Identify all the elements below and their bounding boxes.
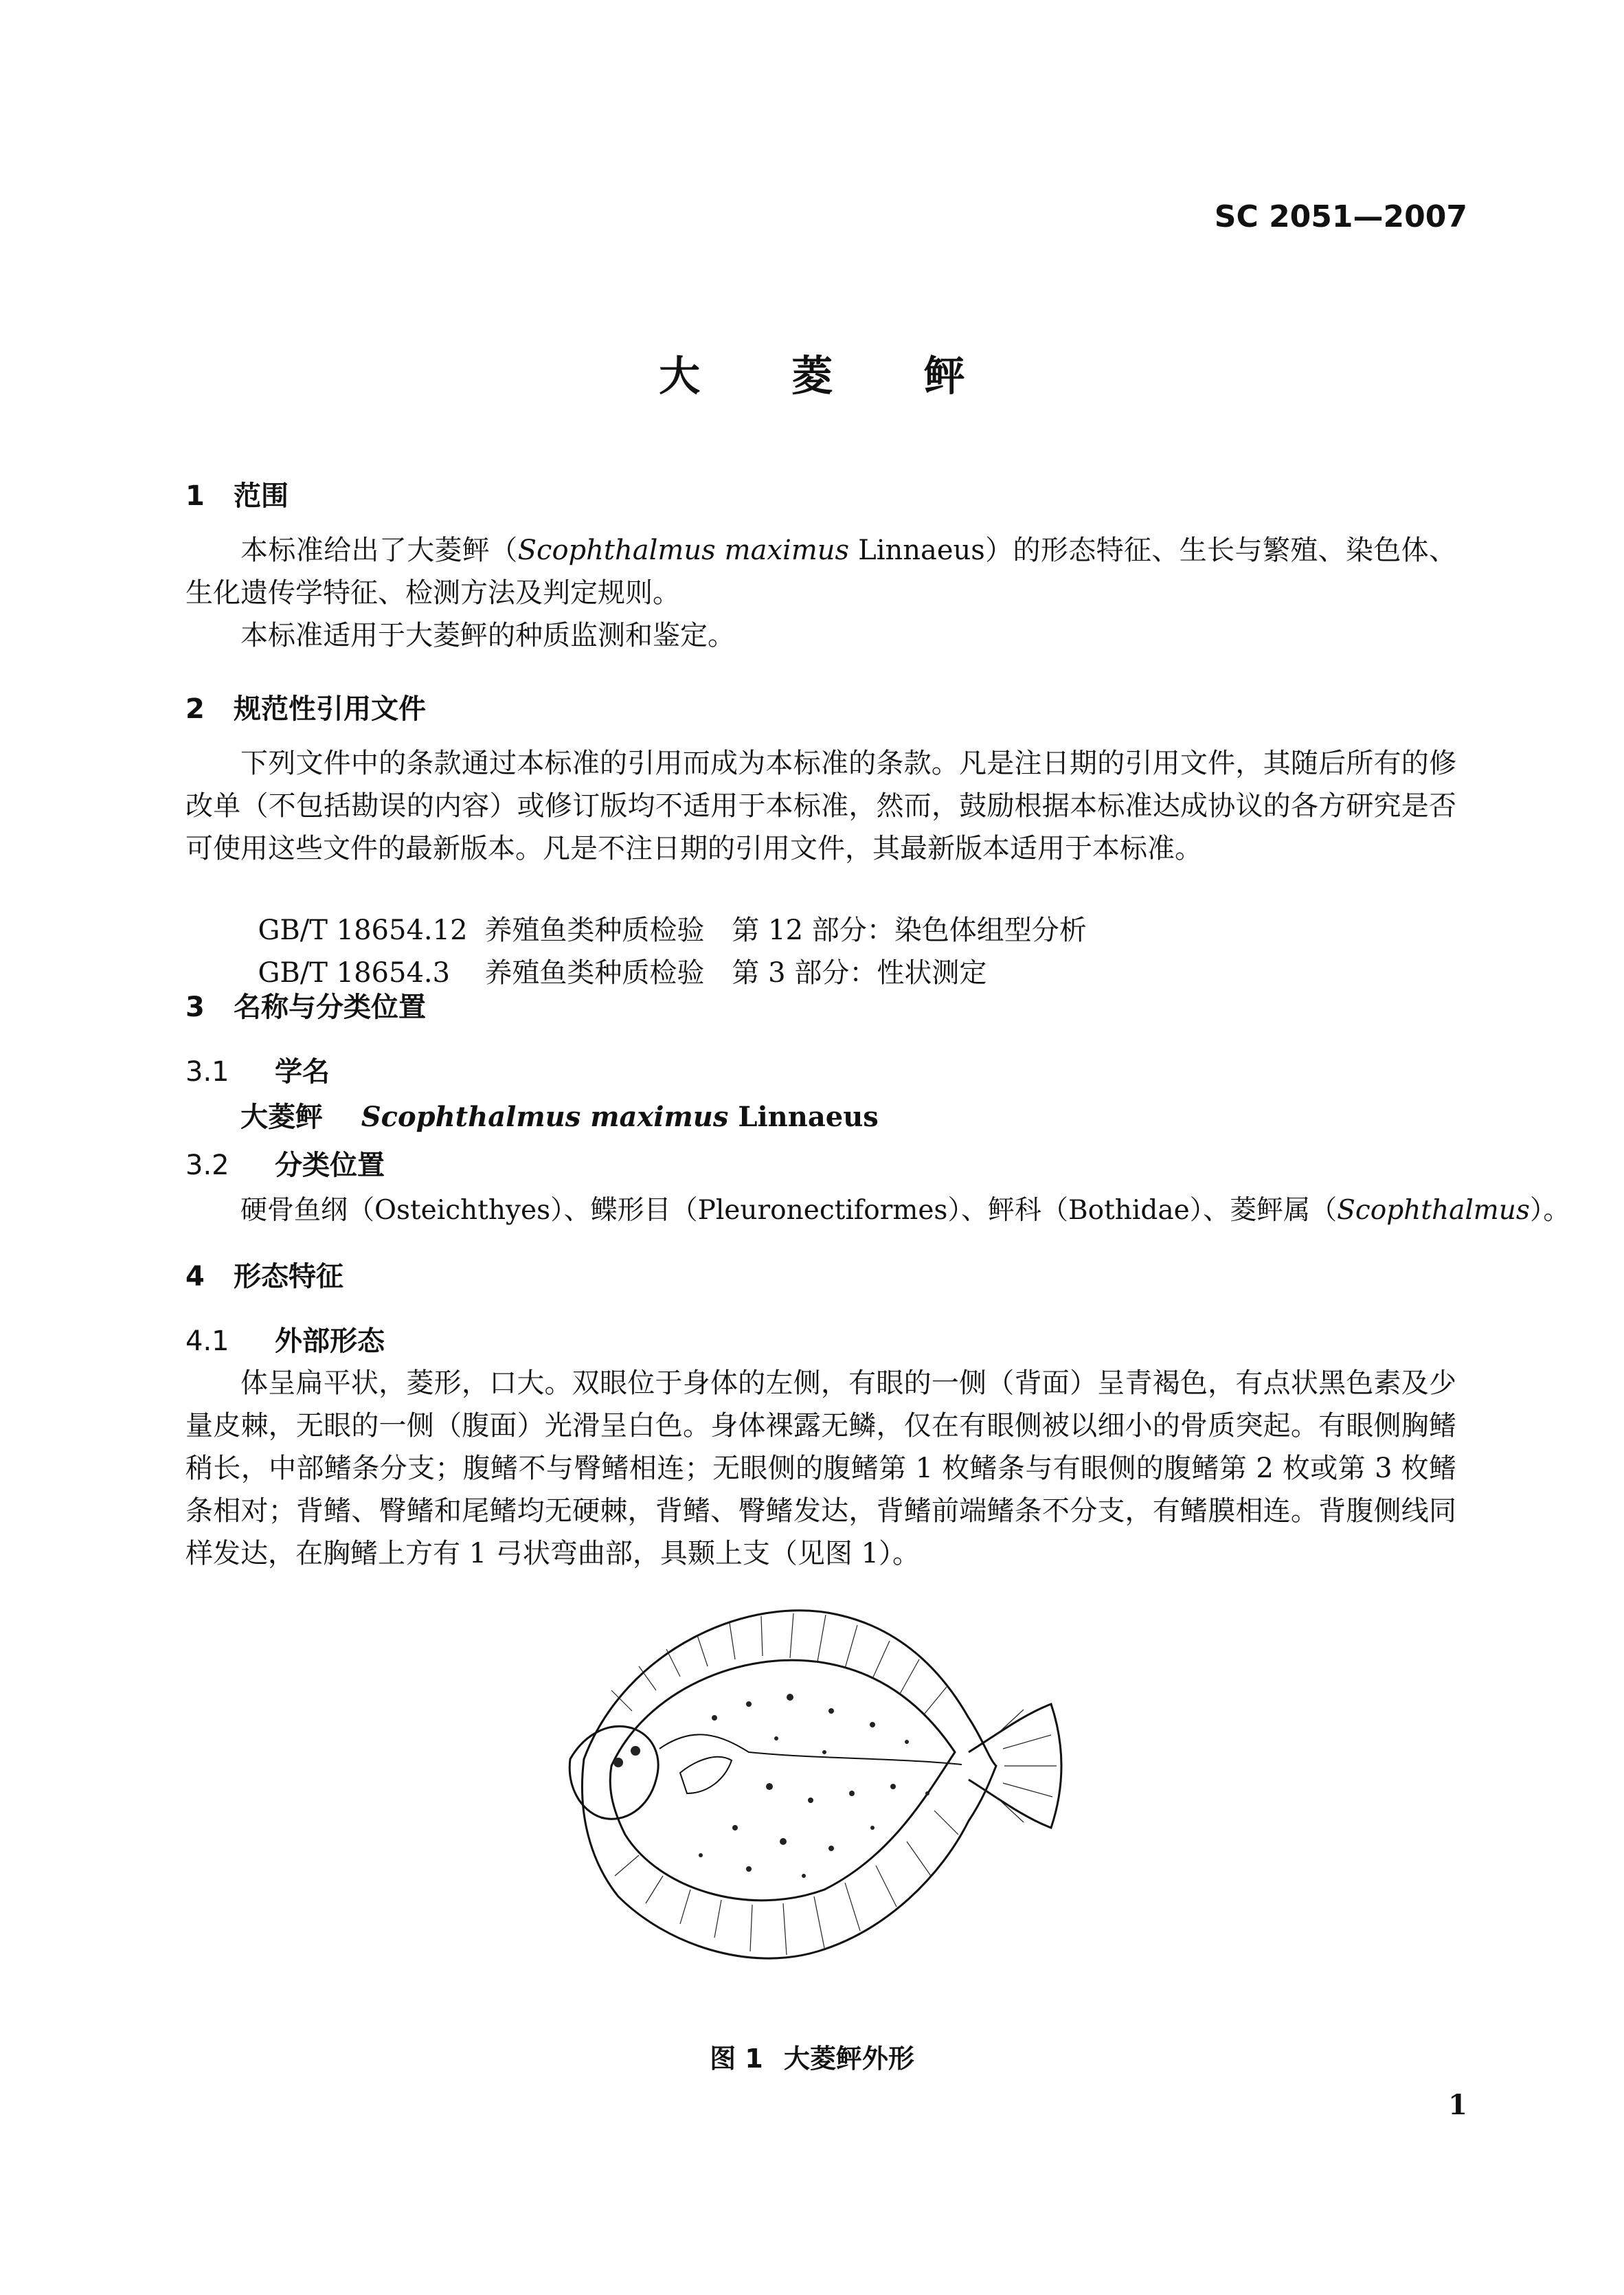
subsection-title: 学名 bbox=[275, 1056, 330, 1088]
section-title: 形态特征 bbox=[234, 1261, 343, 1292]
author-name: Linnaeus bbox=[738, 1101, 879, 1133]
section-title: 规范性引用文件 bbox=[234, 693, 426, 725]
text-run: 本标准给出了大菱鲆（ bbox=[240, 535, 518, 566]
section-3-heading bbox=[185, 985, 426, 1025]
standard-code: SC 2051—2007 bbox=[1214, 199, 1467, 234]
reference-code: GB/T 18654.12 bbox=[258, 915, 468, 946]
latin-name: Scophthalmus maximus bbox=[361, 1101, 729, 1133]
scientific-name-line bbox=[240, 1095, 879, 1134]
reference-title: 养殖鱼类种质检验 第 12 部分：染色体组型分析 bbox=[484, 915, 1087, 946]
turbot-illustration bbox=[543, 1587, 1092, 2000]
external-morphology-paragraph: 体呈扁平状，菱形，口大。双眼位于身体的左侧，有眼的一侧（背面）呈青褐色，有点状黑色素及少量皮棘，无眼的一侧（腹面）光滑呈白色。身体裸露无鳞，仅在有眼侧被以细小的骨质突起。有眼侧胸鳍稍长，中部鳍条分支；腹鳍不与臀鳍相连；无眼侧的腹鳍第 1 枚鳍条与有眼侧的腹鳍第 2 枚或第 3 枚鳍条相对；背鳍、臀鳍和尾鳍均无硬棘，背鳍、臀鳍发达，背鳍前端鳍条不分支，有鳍膜相连。背腹侧线同样发达，在胸鳍上方有 1 弓状弯曲部，具颞上支（见图 1）。 bbox=[185, 1367, 1456, 1569]
section-title: 范围 bbox=[234, 480, 289, 512]
figure-number: 图 1 bbox=[710, 2044, 763, 2074]
genus-name: Scophthalmus bbox=[1337, 1195, 1530, 1226]
scope-paragraph-1 bbox=[185, 529, 1456, 614]
subsection-4-1-heading bbox=[185, 1319, 385, 1358]
section-4-heading bbox=[185, 1255, 343, 1294]
text-run: Linnaeus）的形态特征、生长与繁殖、染色体、生化遗传学特征、检测方法及判定规则。 bbox=[185, 535, 1457, 609]
taxonomy-line bbox=[240, 1189, 1570, 1227]
section-number: 1 bbox=[185, 480, 205, 512]
scientific-name: Scophthalmus maximus bbox=[517, 535, 850, 566]
figure-caption-text: 大菱鲆外形 bbox=[783, 2044, 914, 2074]
reference-title: 养殖鱼类种质检验 第 3 部分：性状测定 bbox=[484, 957, 987, 989]
reference-item-2 bbox=[240, 919, 986, 990]
section-number: 4 bbox=[185, 1261, 205, 1292]
page-number: 1 bbox=[1448, 2089, 1467, 2121]
text-run: ）。 bbox=[1529, 1195, 1570, 1226]
subsection-title: 分类位置 bbox=[275, 1150, 385, 1181]
subsection-number: 3.1 bbox=[185, 1056, 229, 1088]
scope-paragraph-2: 本标准适用于大菱鲆的种质监测和鉴定。 bbox=[240, 620, 735, 651]
figure-caption bbox=[0, 2037, 1624, 2075]
document-title: 大 菱 鲆 bbox=[659, 352, 1004, 401]
subsection-number: 3.2 bbox=[185, 1150, 229, 1181]
normative-references-paragraph: 下列文件中的条款通过本标准的引用而成为本标准的条款。凡是注日期的引用文件，其随后所有的修改单（不包括勘误的内容）或修订版均不适用于本标准，然而，鼓励根据本标准达成协议的各方研究是否可使用这些文件的最新版本。凡是不注日期的引用文件，其最新版本适用于本标准。 bbox=[185, 748, 1456, 864]
section-1-heading bbox=[185, 474, 289, 513]
text-run: 硬骨鱼纲（Osteichthyes）、鲽形目（Pleuronectiformes）、鲆科（Bothidae）、菱鲆属（ bbox=[240, 1195, 1338, 1226]
reference-code: GB/T 18654.3 bbox=[258, 957, 451, 989]
subsection-number: 4.1 bbox=[185, 1325, 229, 1357]
section-number: 2 bbox=[185, 693, 205, 725]
section-number: 3 bbox=[185, 992, 205, 1023]
subsection-title: 外部形态 bbox=[275, 1325, 385, 1357]
subsection-3-2-heading bbox=[185, 1143, 385, 1183]
section-title: 名称与分类位置 bbox=[234, 992, 426, 1023]
section-2-heading bbox=[185, 687, 426, 726]
chinese-name: 大菱鲆 bbox=[240, 1101, 323, 1133]
subsection-3-1-heading bbox=[185, 1050, 330, 1089]
